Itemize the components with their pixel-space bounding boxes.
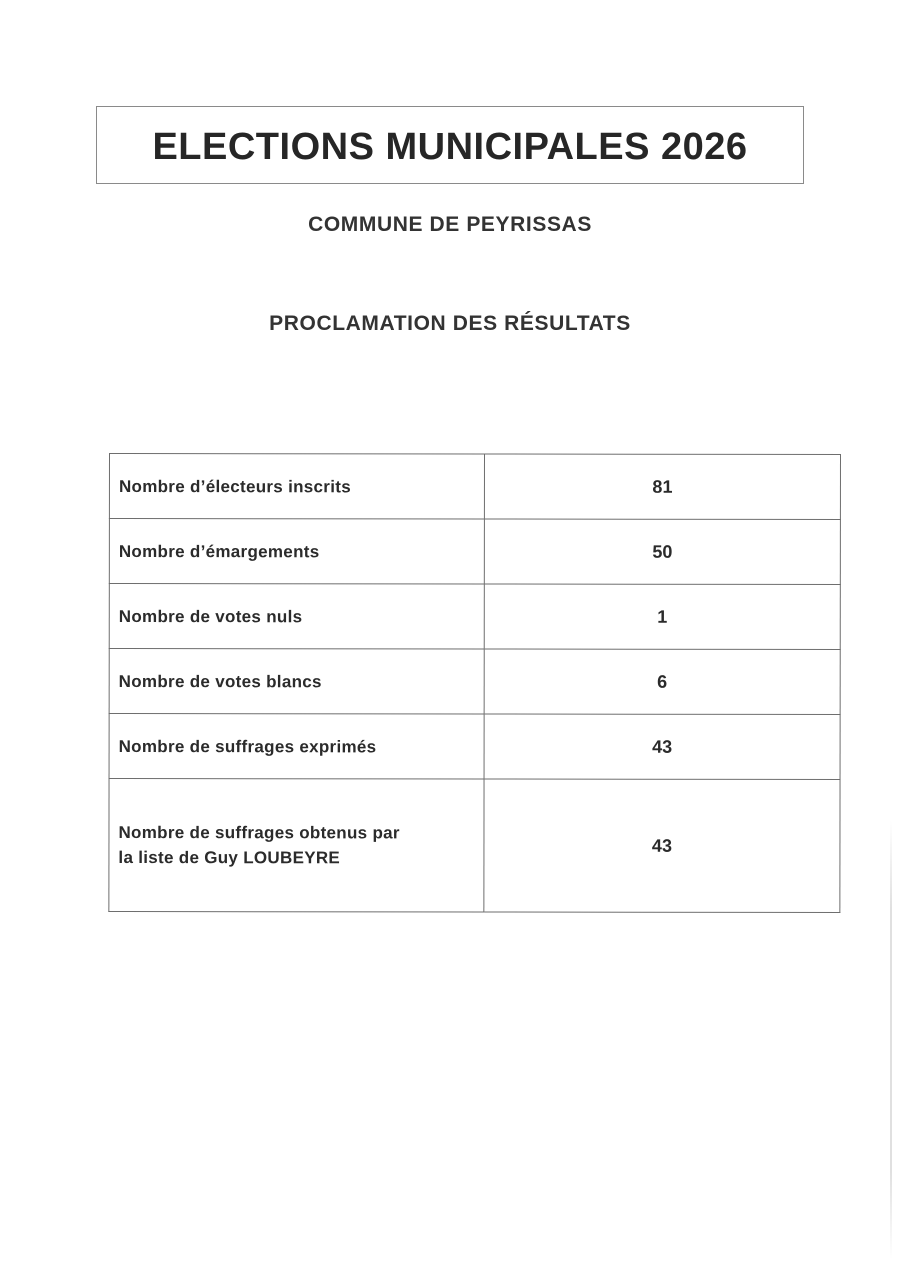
table-row [109, 584, 840, 650]
row-value-signatures: 50 [484, 519, 840, 584]
row-label-expressed-votes: Nombre de suffrages exprimés [109, 714, 484, 780]
row-label-signatures: Nombre d’émargements [109, 519, 484, 585]
table-row [109, 649, 840, 715]
document-title: ELECTIONS MUNICIPALES 2026 [152, 125, 748, 168]
table-row [109, 454, 840, 520]
row-label-list-votes-line2: la liste de Guy LOUBEYRE [118, 848, 341, 868]
row-value-expressed-votes: 43 [484, 714, 840, 779]
row-label-list-votes [109, 779, 484, 913]
commune-name: COMMUNE DE PEYRISSAS [308, 213, 592, 236]
table-row [109, 714, 840, 780]
scan-edge-shadow [890, 820, 892, 1260]
results-table [108, 453, 841, 913]
row-value-list-votes: 43 [484, 779, 840, 912]
proclamation-heading: PROCLAMATION DES RÉSULTATS [269, 312, 631, 335]
table-row [109, 519, 840, 585]
row-label-blank-votes: Nombre de votes blancs [109, 649, 484, 715]
row-label-null-votes: Nombre de votes nuls [109, 584, 484, 650]
row-label-registered-voters: Nombre d’électeurs inscrits [109, 454, 484, 520]
table-row [109, 779, 840, 913]
row-value-registered-voters: 81 [484, 454, 840, 519]
row-label-list-votes-line1: Nombre de suffrages obtenus par [118, 823, 400, 843]
row-value-null-votes: 1 [484, 584, 840, 649]
title-box [96, 106, 804, 184]
row-value-blank-votes: 6 [484, 649, 840, 714]
